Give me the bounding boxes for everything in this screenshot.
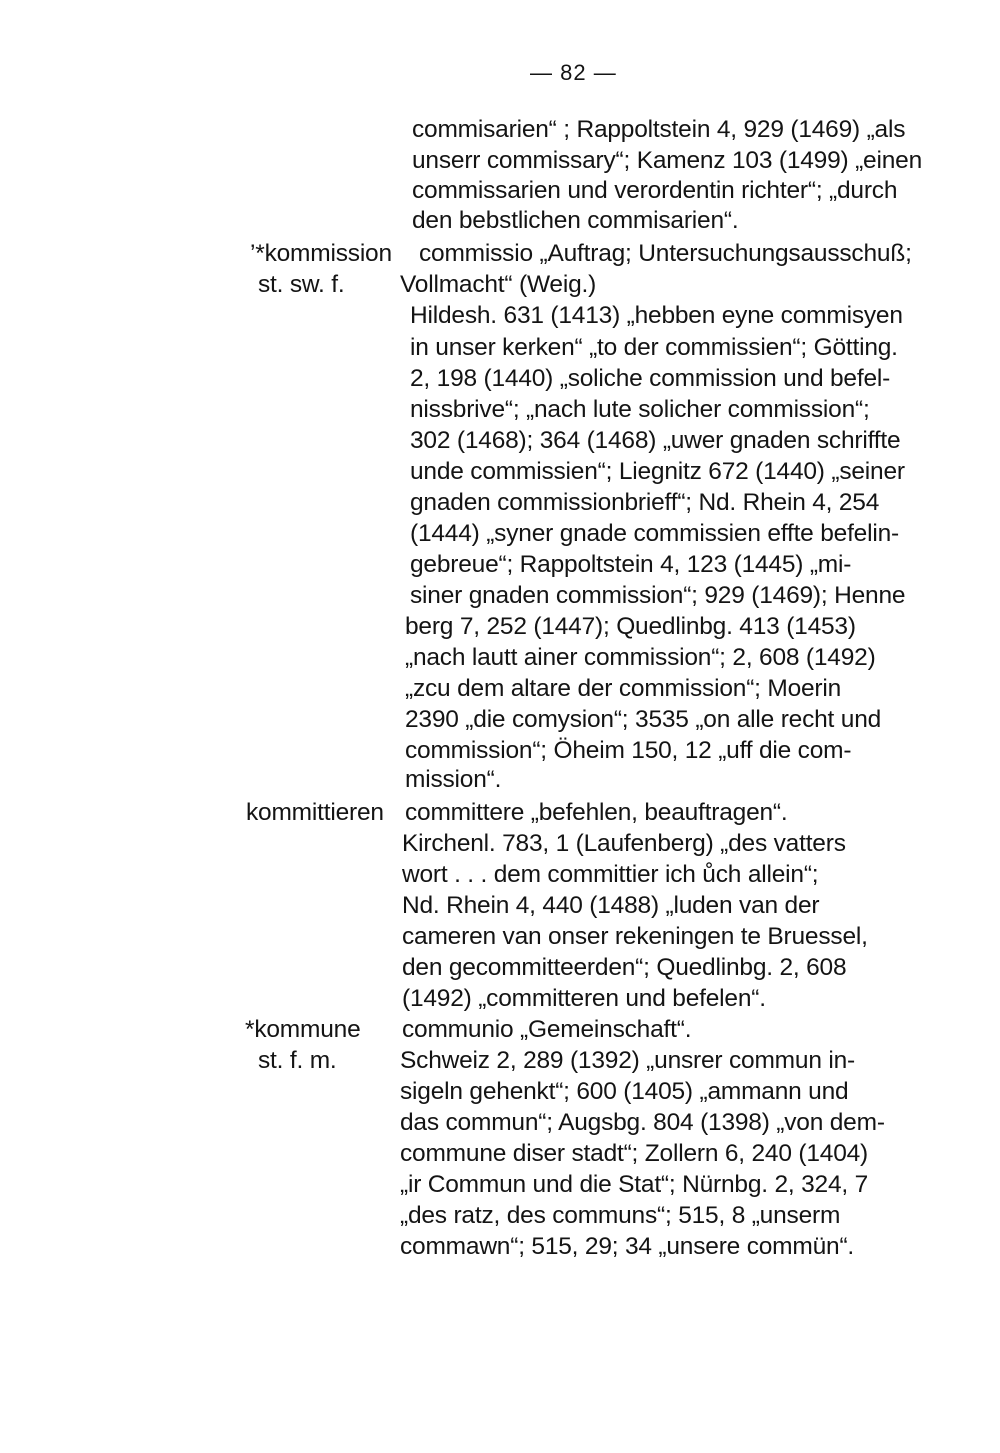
entry-line: gebreue“; Rappoltstein 4, 123 (1445) „mi- [410, 551, 852, 578]
entry-grammar: st. f. m. [258, 1047, 337, 1074]
entry-line: unde commissien“; Liegnitz 672 (1440) „seiner [410, 458, 905, 485]
entry-line: commawn“; 515, 29; 34 „unsere commün“. [400, 1233, 855, 1260]
entry-line: den bebstlichen commisarien“. [412, 207, 739, 234]
entry-line: das commun“; Augsbg. 804 (1398) „von dem- [400, 1109, 885, 1136]
entry-line: wort . . . dem committier ich ůch allein“; [402, 861, 819, 888]
entry-headword: ’*kommission [250, 240, 392, 267]
entry-line: Kirchenl. 783, 1 (Laufenberg) „des vatters [402, 830, 846, 857]
entry-headword: *kommune [245, 1016, 361, 1043]
entry-line: Vollmacht“ (Weig.) [400, 271, 597, 298]
entry-line: „nach lautt ainer commission“; 2, 608 (1492) [405, 644, 876, 671]
entry-line: committere „befehlen, beauftragen“. [405, 799, 788, 826]
entry-line: nissbrive“; „nach lute solicher commission“; [410, 396, 870, 423]
entry-line: commisarien“ ; Rappoltstein 4, 929 (1469) „als [412, 116, 906, 143]
entry-line: „ir Commun und die Stat“; Nürnbg. 2, 324, 7 [400, 1171, 869, 1198]
entry-line: 2, 198 (1440) „soliche commission und befel- [410, 365, 891, 392]
entry-line: unserr commissary“; Kamenz 103 (1499) „einen [412, 147, 922, 174]
entry-line: „des ratz, des communs“; 515, 8 „unserm [400, 1202, 841, 1229]
entry-line: gnaden commissionbrieff“; Nd. Rhein 4, 254 [410, 489, 880, 516]
entry-line: den gecommitteerden“; Quedlinbg. 2, 608 [402, 954, 847, 981]
entry-line: cameren van onser rekeningen te Bruessel, [402, 923, 868, 950]
entry-line: berg 7, 252 (1447); Quedlinbg. 413 (1453) [405, 613, 856, 640]
entry-line: Schweiz 2, 289 (1392) „unsrer commun in- [400, 1047, 855, 1074]
entry-line: siner gnaden commission“; 929 (1469); Henne [410, 582, 906, 609]
entry-line: „zcu dem altare der commission“; Moerin [405, 675, 842, 702]
entry-line: commune diser stadt“; Zollern 6, 240 (1404) [400, 1140, 869, 1167]
entry-grammar: st. sw. f. [258, 271, 345, 298]
entry-headword: kommittieren [246, 799, 384, 826]
entry-line: 302 (1468); 364 (1468) „uwer gnaden schriffte [410, 427, 901, 454]
entry-line: commissarien und verordentin richter“; „durch [412, 177, 898, 204]
page-number: — 82 — [530, 60, 617, 85]
entry-line: commissio „Auftrag; Untersuchungsausschuß; [419, 240, 912, 267]
entry-line: (1492) „committeren und befelen“. [402, 985, 766, 1012]
entry-line: in unser kerken“ „to der commissien“; Götting. [410, 334, 898, 361]
entry-line: (1444) „syner gnade commissien effte befelin- [410, 520, 899, 547]
entry-line: mission“. [405, 766, 502, 793]
entry-line: Hildesh. 631 (1413) „hebben eyne commisyen [410, 302, 903, 329]
entry-line: 2390 „die comysion“; 3535 „on alle recht und [405, 706, 882, 733]
entry-line: communio „Gemeinschaft“. [402, 1016, 692, 1043]
entry-line: commission“; Öheim 150, 12 „uff die com- [405, 737, 852, 764]
entry-line: Nd. Rhein 4, 440 (1488) „luden van der [402, 892, 820, 919]
entry-line: sigeln gehenkt“; 600 (1405) „ammann und [400, 1078, 849, 1105]
